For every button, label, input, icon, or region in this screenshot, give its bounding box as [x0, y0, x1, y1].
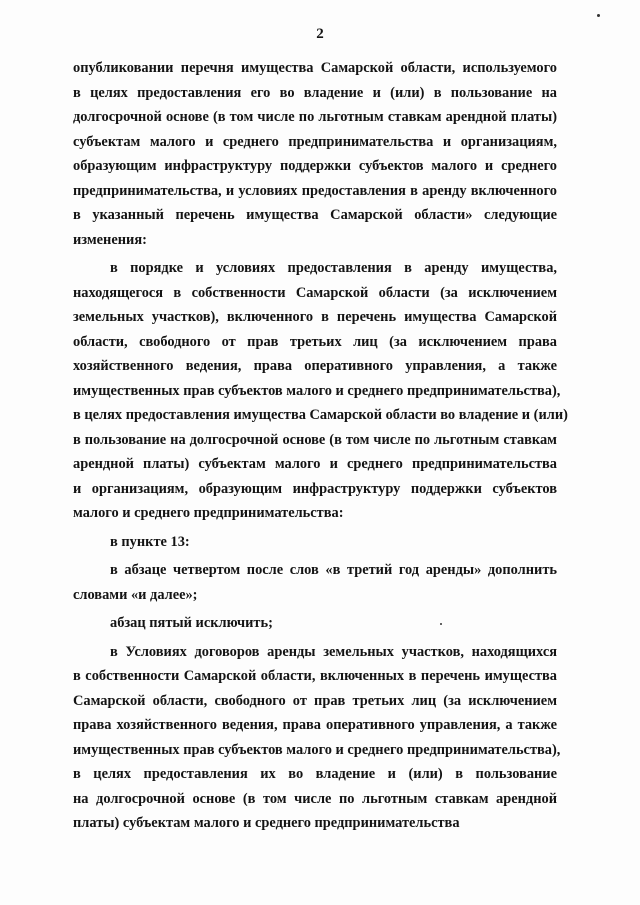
text-line: в собственности Самарской области, включенных в перечень имущества	[73, 668, 557, 684]
text-line: малого и среднего предпринимательства:	[73, 505, 344, 521]
text-line: земельных участков), включенного в перечень имущества Самарской	[73, 309, 557, 325]
text-line: в абзаце четвертом после слов «в третий год аренды» дополнить	[110, 562, 557, 578]
text-line: имущественных прав субъектов малого и среднего предпринимательства),	[73, 741, 561, 758]
text-line: субъектам малого и среднего предпринимательства и организациям,	[73, 133, 557, 150]
text-line: образующим инфраструктуру поддержки субъектов малого и среднего	[73, 158, 557, 174]
text-line: в пользование на долгосрочной основе (в том числе по льготным ставкам	[73, 431, 557, 448]
document-body	[73, 56, 568, 836]
text-line: изменения:	[73, 231, 147, 248]
text-line: в целях предоставления имущества Самарской области во владение и (или)	[73, 407, 568, 423]
paragraph	[73, 558, 557, 607]
text-line: имущественных прав субъектов малого и среднего предпринимательства),	[73, 382, 561, 399]
text-line: словами «и далее»;	[73, 586, 198, 603]
text-line: в порядке и условиях предоставления в аренду имущества,	[110, 260, 557, 276]
text-line: платы) субъектам малого и среднего предпринимательства	[73, 815, 460, 831]
paragraph	[73, 640, 561, 836]
text-line: в Условиях договоров аренды земельных участков, находящихся	[110, 643, 557, 660]
text-line: арендной платы) субъектам малого и среднего предпринимательства	[73, 456, 557, 472]
text-line: в пункте 13:	[110, 533, 190, 550]
text-line: и организациям, образующим инфраструктуру поддержки субъектов	[73, 480, 557, 497]
text-line: в целях предоставления их во владение и (или) в пользование	[73, 766, 557, 782]
paragraph	[73, 530, 557, 555]
scan-speck	[597, 14, 600, 17]
paragraph	[73, 611, 557, 636]
text-line: находящегося в собственности Самарской области (за исключением	[73, 284, 557, 301]
text-line: Самарской области, свободного от прав третьих лиц (за исключением	[73, 692, 557, 709]
text-line: в целях предоставления его во владение и (или) в пользование на	[73, 84, 557, 101]
text-line: права хозяйственного ведения, права оперативного управления, а также	[73, 717, 557, 733]
text-line: опубликовании перечня имущества Самарской области, используемого	[73, 60, 557, 76]
paragraph	[73, 256, 568, 526]
page-number: 2	[316, 26, 324, 42]
text-line: хозяйственного ведения, права оперативного управления, а также	[73, 358, 557, 374]
text-line: долгосрочной основе (в том числе по льготным ставкам арендной платы)	[73, 109, 557, 125]
text-line: в указанный перечень имущества Самарской области» следующие	[73, 207, 557, 223]
text-line: области, свободного от прав третьих лиц (за исключением права	[73, 333, 557, 350]
text-line: предпринимательства, и условиях предоставления в аренду включенного	[73, 182, 557, 199]
text-line: на долгосрочной основе (в том числе по льготным ставкам арендной	[73, 790, 557, 807]
text-line: абзац пятый исключить;	[110, 615, 273, 631]
paragraph	[73, 56, 557, 252]
